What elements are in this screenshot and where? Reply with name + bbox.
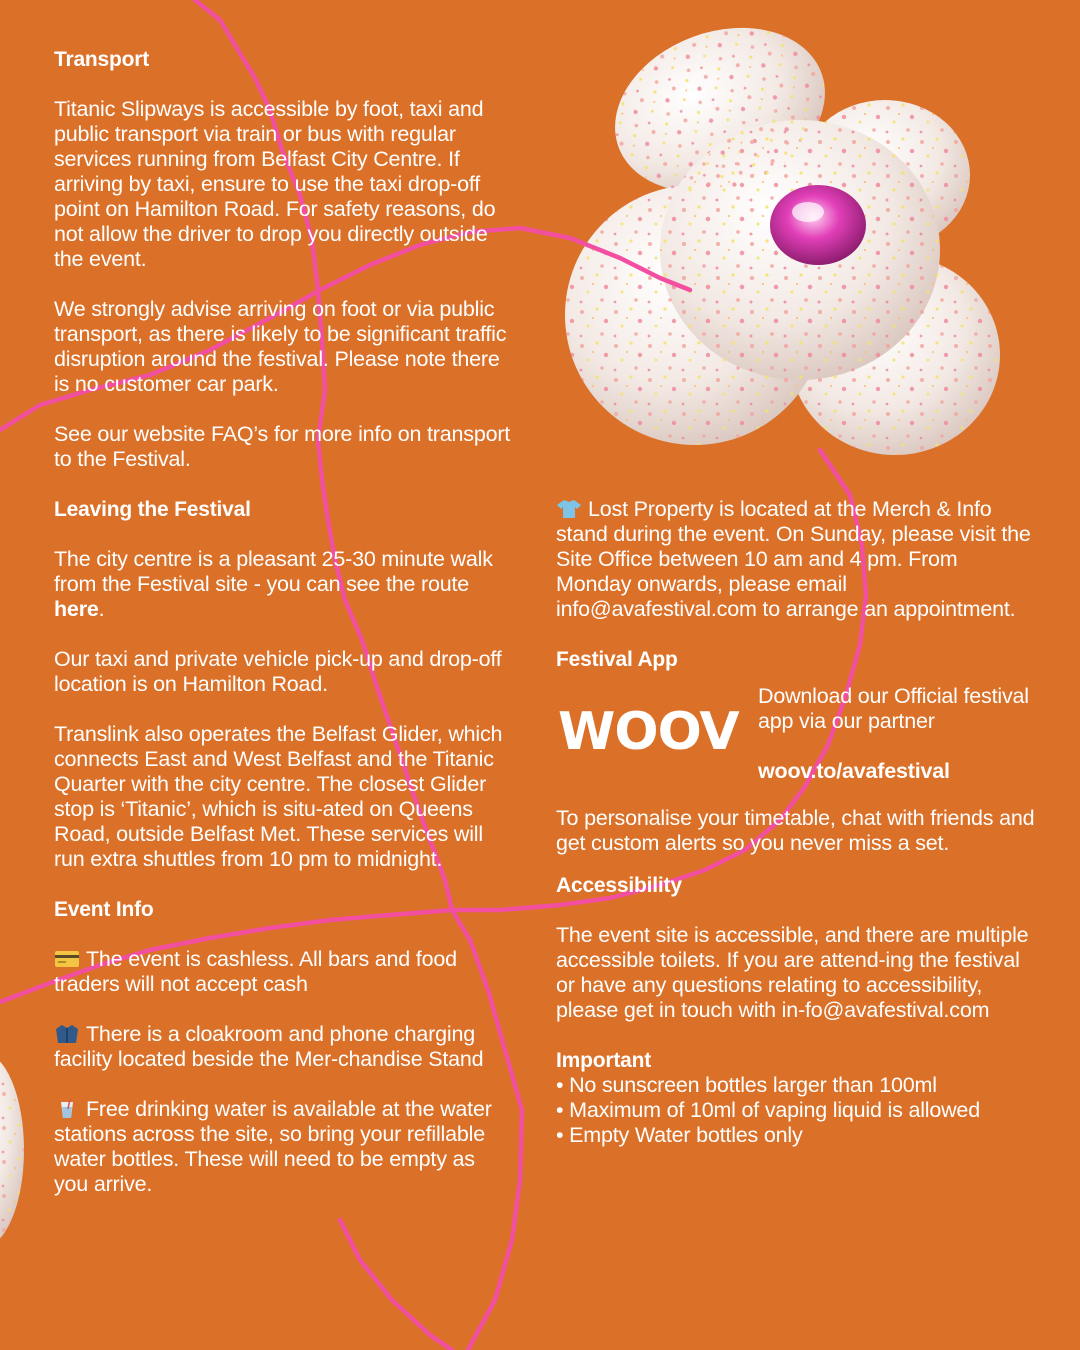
important-item: • Empty Water bottles only: [556, 1123, 1036, 1148]
important-list: [556, 1073, 1036, 1148]
transport-paragraph-2: We strongly advise arriving on foot or via public transport, as there is likely to be significant traffic disruption around the festival. Please note there is no customer car park.: [54, 297, 507, 396]
event-info-item-cloakroom: [54, 1022, 514, 1072]
t-shirt-icon: [556, 499, 582, 519]
event-info-item-cashless: [54, 947, 514, 997]
leaving-route-end: .: [98, 597, 105, 621]
right-column: [556, 497, 1036, 1148]
event-info-item-text: The event is cashless. All bars and food traders will not accept cash: [54, 947, 457, 996]
woov-logo: WOOV: [558, 702, 739, 762]
festival-app-description: Download our Official festival app via our partner: [758, 684, 1029, 733]
transport-paragraph-1: Titanic Slipways is accessible by foot, taxi and public transport via train or bus with regular services running from Belfast City Centre. If arriving by taxi, ensure to use the taxi drop-off point on Hamilton Road. For safety reasons, do not allow the driver to drop you directly outside the event.: [54, 97, 496, 271]
leaving-paragraph-1: [54, 547, 514, 622]
accessibility-heading: Accessibility: [556, 874, 682, 897]
route-here-link[interactable]: here: [54, 597, 99, 621]
leaving-paragraph-2: Our taxi and private vehicle pick-up and drop-off location is on Hamilton Road.: [54, 647, 502, 696]
leaving-heading: Leaving the Festival: [54, 498, 251, 521]
transport-paragraph-3: See our website FAQ’s for more info on transport to the Festival.: [54, 422, 511, 471]
accessibility-paragraph: The event site is accessible, and there are multiple accessible toilets. If you are attend-ing the festival or have any questions relating to accessibility, please get in touch with in-fo@avafestival.com: [556, 923, 1029, 1022]
woov-app-link[interactable]: woov.to/avafestival: [758, 759, 950, 783]
festival-app-paragraph: To personalise your timetable, chat with friends and get custom alerts so you never miss a set.: [556, 806, 1035, 855]
festival-app-row: [556, 684, 1036, 794]
lost-property-text: Lost Property is located at the Merch & Info stand during the event. On Sunday, please visit the Site Office between 10 am and 4 pm. From Monday onwards, please email info@avafestival.com to arrange an appointment.: [556, 497, 1031, 621]
blob-sculpture-image: [565, 0, 1000, 455]
leaving-paragraph-3: Translink also operates the Belfast Glider, which connects East and West Belfast and the Titanic Quarter with the city centre. The closest Glider stop is ‘Titanic’, which is situ-ated on Queens Road, outside Belfast Met. These services will run extra shuttles from 10 pm to midnight.: [54, 722, 503, 871]
event-info-item-text: Free drinking water is available at the water stations across the site, so bring your refillable water bottles. These will need to be empty as you arrive.: [54, 1097, 492, 1196]
festival-app-info: [758, 684, 1048, 784]
event-info-heading: Event Info: [54, 898, 154, 921]
coat-icon: [54, 1024, 80, 1044]
credit-card-icon: [54, 949, 80, 969]
leaving-route-text: The city centre is a pleasant 25-30 minute walk from the Festival site - you can see the route: [54, 547, 493, 596]
event-info-item-water: [54, 1097, 514, 1197]
important-item: • No sunscreen bottles larger than 100ml: [556, 1073, 1036, 1098]
blob-edge-image: [0, 1052, 24, 1248]
event-info-item-text: There is a cloakroom and phone charging facility located beside the Mer-chandise Stand: [54, 1022, 484, 1071]
lost-property-paragraph: [556, 497, 1036, 622]
important-item: • Maximum of 10ml of vaping liquid is allowed: [556, 1098, 1036, 1123]
festival-app-heading: Festival App: [556, 648, 678, 671]
transport-heading: Transport: [54, 48, 150, 71]
cup-icon: [54, 1099, 80, 1119]
important-heading: Important: [556, 1049, 652, 1072]
left-column: [54, 47, 514, 1197]
